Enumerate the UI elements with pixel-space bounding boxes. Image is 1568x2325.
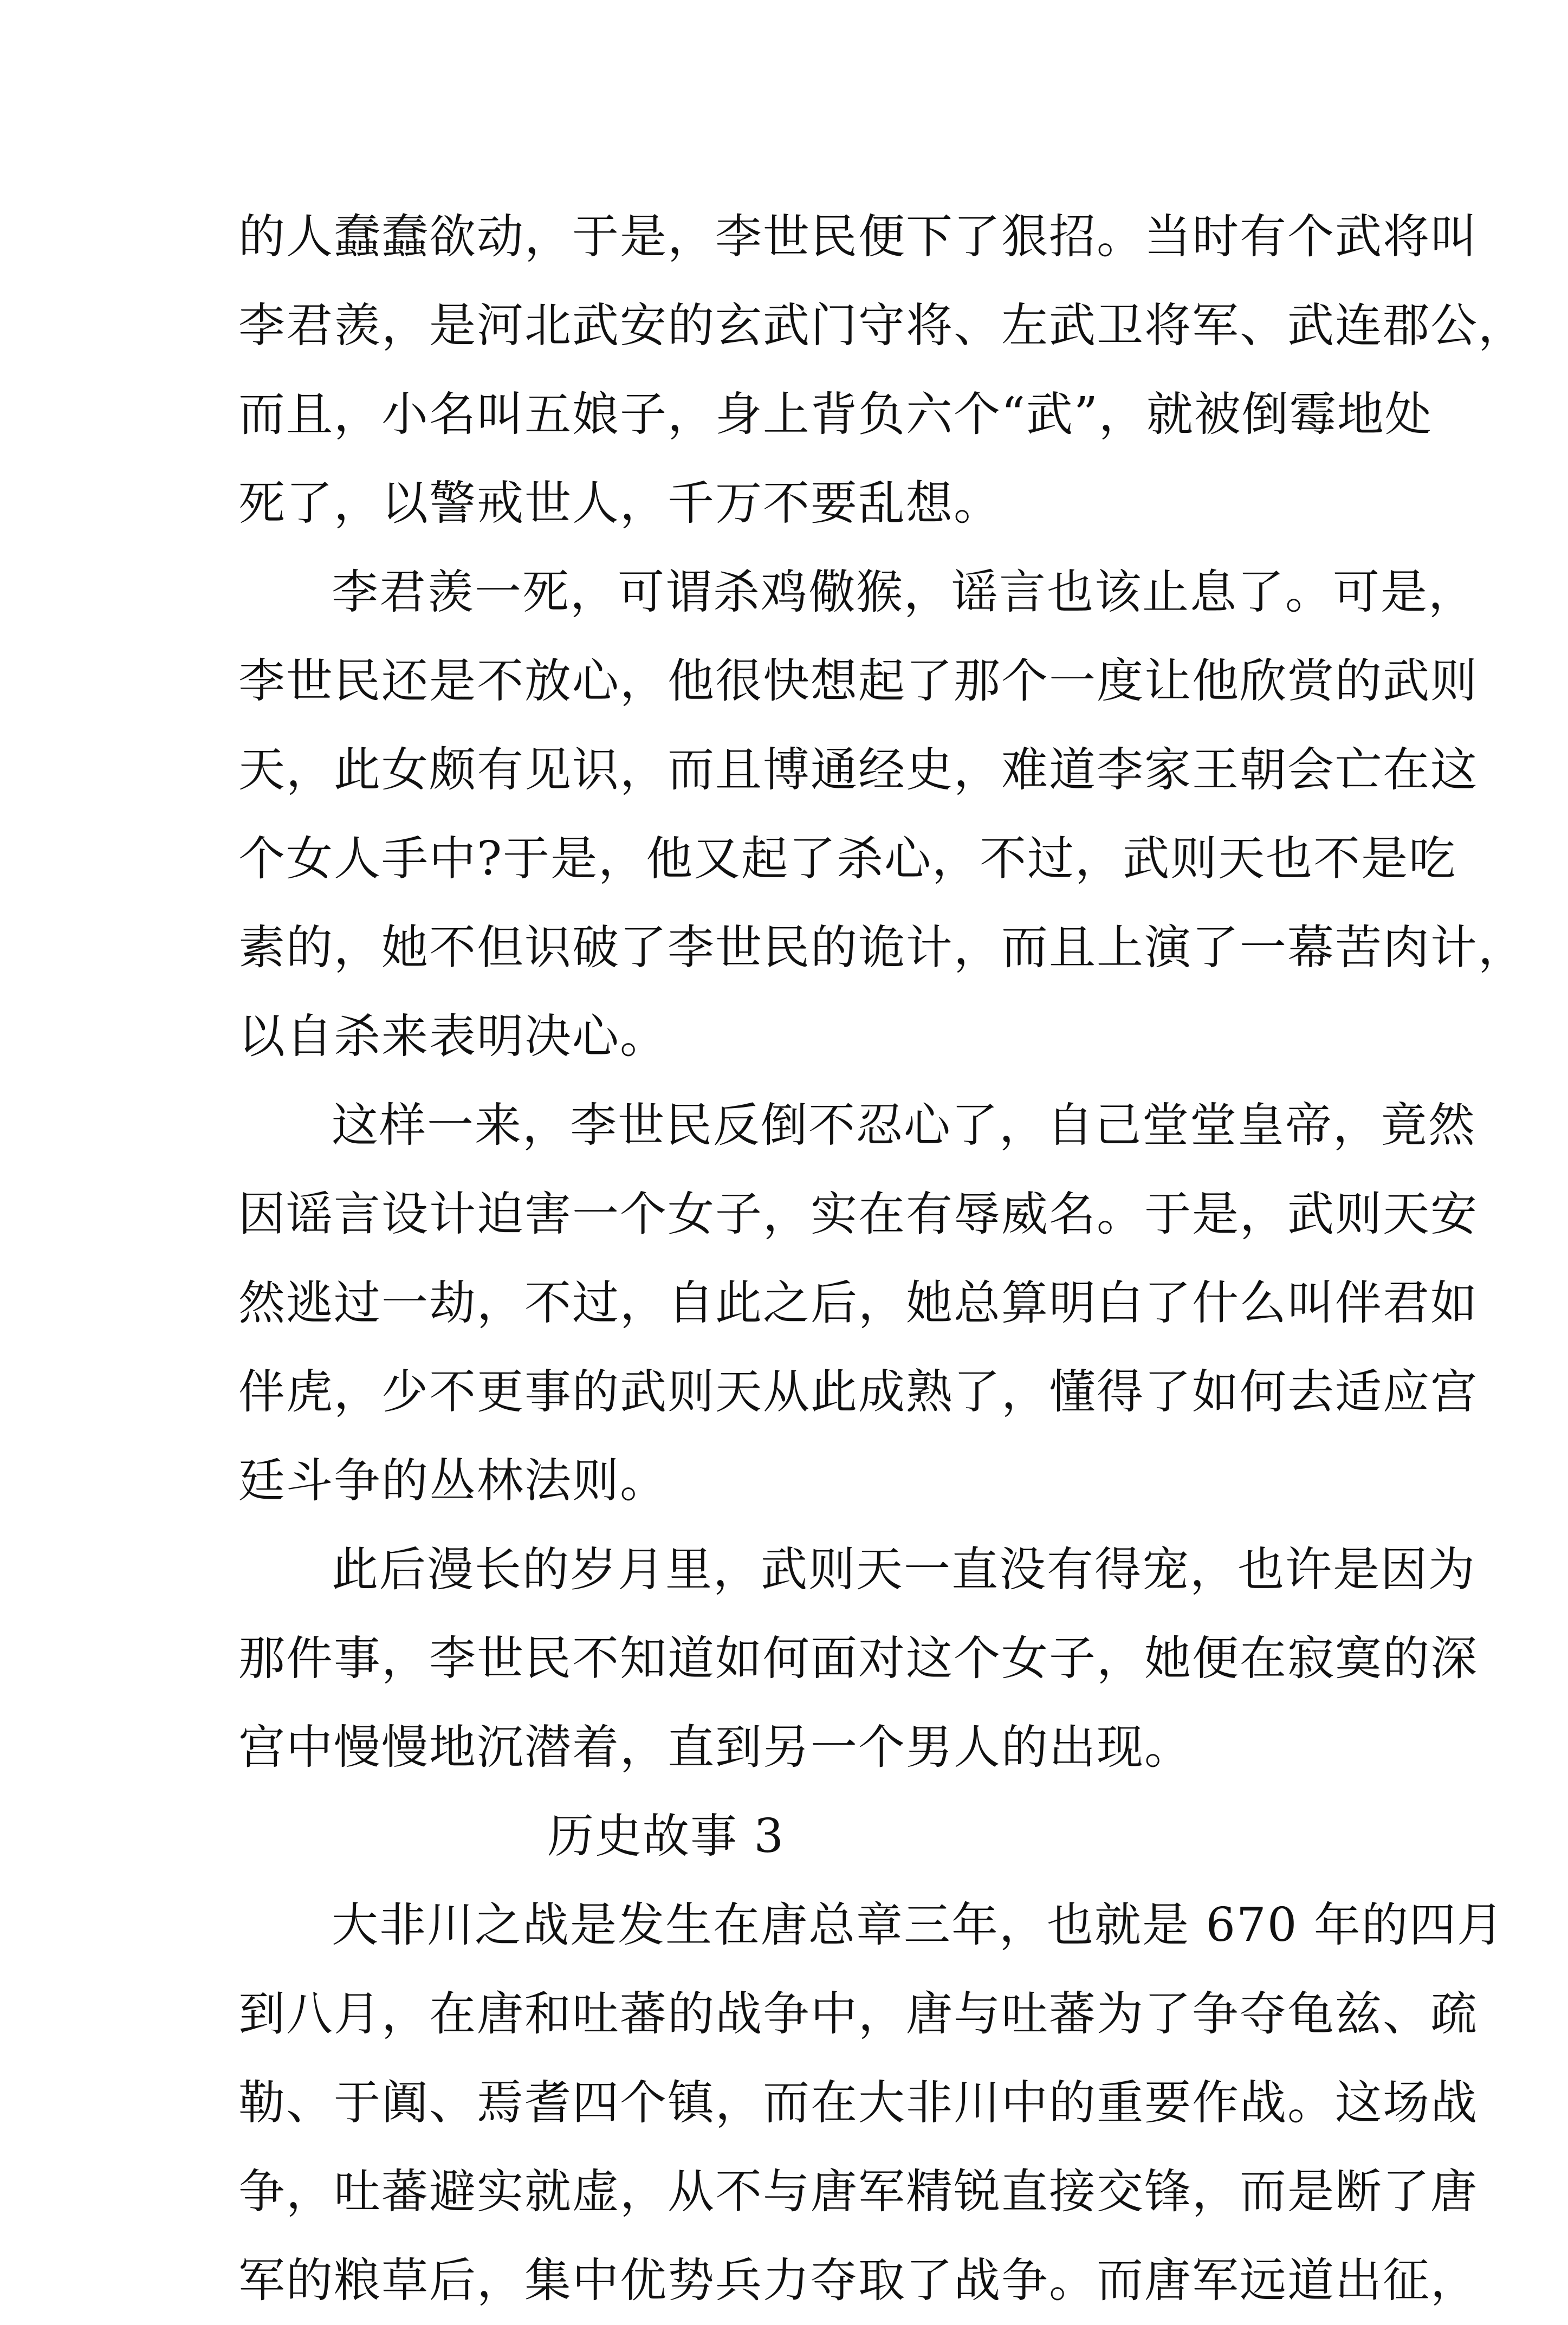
text-line: 宫中慢慢地沉潜着，直到另一个男人的出现。 <box>238 1720 1192 1774</box>
text-line: 素的，她不但识破了李世民的诡计，而且上演了一幕苦肉计， <box>238 921 1526 975</box>
text-line: 大非川之战是发生在唐总章三年，也就是 670 年的四月 <box>332 1898 1505 1952</box>
text-line: 然逃过一劫，不过，自此之后，她总算明白了什么叫伴君如 <box>238 1276 1478 1330</box>
paragraph-3 <box>238 1081 1478 1525</box>
text-line: 李世民还是不放心，他很快想起了那个一度让他欣赏的武则 <box>238 654 1478 708</box>
document-page <box>238 192 1526 2325</box>
paragraph-2 <box>238 548 1526 1081</box>
text-line: 李君羡一死，可谓杀鸡儆猴，谣言也该止息了。可是， <box>332 565 1476 619</box>
paragraph-1 <box>238 192 1526 548</box>
text-line: 军的粮草后，集中优势兵力夺取了战争。而唐军远道出征， <box>238 2253 1478 2308</box>
text-line: 那件事，李世民不知道如何面对这个女子，她便在寂寞的深 <box>238 1631 1478 1686</box>
text-line: 天，此女颇有见识，而且博通经史，难道李家王朝会亡在这 <box>238 743 1478 797</box>
text-line: 而且，小名叫五娘子，身上背负六个“武”，就被倒霉地处 <box>238 387 1433 442</box>
text-line: 李君羡，是河北武安的玄武门守将、左武卫将军、武连郡公， <box>238 299 1526 353</box>
text-line: 此后漫长的岁月里，武则天一直没有得宠，也许是因为 <box>332 1543 1476 1597</box>
text-line: 廷斗争的丛林法则。 <box>238 1454 668 1508</box>
paragraph-5 <box>238 1881 1505 2325</box>
text-line: 勒、于阗、焉耆四个镇，而在大非川中的重要作战。这场战 <box>238 2076 1478 2130</box>
text-line: 到八月，在唐和吐蕃的战争中，唐与吐蕃为了争夺龟兹、疏 <box>238 1987 1478 2041</box>
text-line: 以自杀来表明决心。 <box>238 1009 668 1064</box>
text-line: 因谣言设计迫害一个女子，实在有辱威名。于是，武则天安 <box>238 1187 1478 1241</box>
text-line: 伴虎，少不更事的武则天从此成熟了，懂得了如何去适应宫 <box>238 1365 1478 1419</box>
text-line: 的人蠢蠢欲动，于是，李世民便下了狠招。当时有个武将叫 <box>238 210 1478 264</box>
paragraph-4 <box>238 1525 1478 1792</box>
text-line: 争，吐蕃避实就虚，从不与唐军精锐直接交锋，而是断了唐 <box>238 2165 1478 2219</box>
text-line: 死了，以警戒世人，千万不要乱想。 <box>238 476 1001 530</box>
text-line: 这样一来，李世民反倒不忍心了，自己堂堂皇帝，竟然 <box>332 1098 1476 1152</box>
section-heading: 历史故事 3 <box>547 1809 785 1863</box>
text-line: 个女人手中?于是，他又起了杀心，不过，武则天也不是吃 <box>238 832 1457 886</box>
